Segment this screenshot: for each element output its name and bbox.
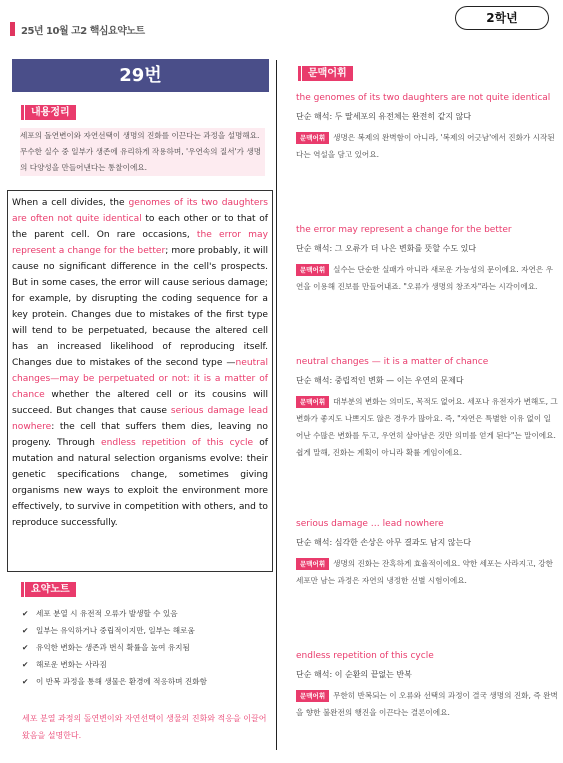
passage-text: of mutation and natural selection organisms evolve: their genetic specifications change, sometimes giving organisms new ways to exploit the environment more effectively, to survive in competition with others, and to reproduce successfully. bbox=[12, 438, 269, 528]
vocab-note-text: 무한히 반복되는 이 오류와 선택의 과정이 결국 생명의 진화, 즉 완벽을 향한 불완전의 행진을 이끈다는 결론이에요. bbox=[296, 691, 558, 717]
vocab-note-text: 생명의 진화는 잔혹하게 효율적이에요. 약한 세포는 사라지고, 강한 세포만 남는 과정은 자연의 냉정한 선별 시험이에요. bbox=[296, 559, 553, 585]
column-divider bbox=[276, 60, 277, 750]
header-accent-bar bbox=[10, 22, 15, 36]
notes-label: 요약노트 bbox=[25, 582, 76, 597]
vocab-entry bbox=[296, 516, 558, 589]
vocab-phrase: the error may represent a change for the better bbox=[296, 225, 512, 235]
note-text: 세포 분열 시 유전적 오류가 발생할 수 있음 bbox=[36, 609, 178, 618]
vocab-phrase: serious damage … lead nowhere bbox=[296, 519, 444, 529]
check-icon: ✔ bbox=[22, 660, 29, 669]
note-text: 일부는 유익하거나 중립적이지만, 일부는 해로움 bbox=[36, 626, 195, 635]
vocab-definition: 단순 해석: 중립적인 변화 — 이는 우연의 문제다 bbox=[296, 376, 464, 385]
vocab-note bbox=[296, 129, 558, 163]
vocab-definition: 단순 해석: 그 오류가 더 나은 변화를 뜻할 수도 있다 bbox=[296, 244, 477, 253]
vocab-definition: 단순 해석: 두 딸세포의 유전체는 완전히 같지 않다 bbox=[296, 112, 472, 121]
highlighted-phrase: neutral changes—may be perpetuated or not: it is a matter of chance bbox=[12, 358, 268, 400]
highlighted-phrase: the error may represent a change for the better bbox=[12, 230, 268, 256]
highlighted-phrase: serious damage lead nowhere bbox=[12, 406, 268, 432]
context-tag: 문맥어휘 bbox=[296, 558, 329, 570]
passage-text: ; more probably, it will cause no significant difference in the cell's prospects. But in some cases, the error will cause serious damage; for example, by disrupting the coding sequence for a key protein. Changes due to mistakes of the first type will tend to be perpetuated, because the altered cell has an increased likelihood of reproducing itself. Changes due to mistakes of the second type — bbox=[12, 246, 268, 368]
question-number: 29번 bbox=[12, 59, 269, 92]
check-icon: ✔ bbox=[22, 626, 29, 635]
note-text: 해로운 변화는 사라짐 bbox=[36, 660, 107, 669]
vocab-note bbox=[296, 555, 558, 589]
check-icon: ✔ bbox=[22, 677, 29, 686]
passage-text: When a cell divides, the bbox=[12, 198, 129, 208]
vocab-note-text: 생명은 복제의 완벽함이 아니라, '복제의 어긋남'에서 진화가 시작된다는 역설을 담고 있어요. bbox=[296, 133, 555, 159]
passage-text: : the cell that suffers them dies, leaving no progeny. Through bbox=[12, 422, 268, 448]
note-text: 이 반복 과정을 통해 생물은 환경에 적응하며 진화함 bbox=[36, 677, 207, 686]
vocab-entry bbox=[296, 90, 558, 163]
summary-notes bbox=[22, 605, 267, 690]
context-tag: 문맥어휘 bbox=[296, 132, 329, 144]
check-icon: ✔ bbox=[22, 643, 29, 652]
header bbox=[10, 20, 145, 38]
summary-label: 내용정리 bbox=[25, 105, 76, 120]
header-title: 25년 10월 고2 핵심요약노트 bbox=[21, 25, 145, 37]
vocab-entry bbox=[296, 648, 558, 721]
highlighted-phrase: genomes of its two daughters are often not quite identical bbox=[12, 198, 268, 224]
context-tag: 문맥어휘 bbox=[296, 264, 329, 276]
summary-text: 세포의 돌연변이와 자연선택이 생명의 진화를 이끈다는 과정을 설명해요. 무수한 실수 중 일부가 생존에 유리하게 작용하며, '우연속의 질서'가 생명의 다양성을 만들어낸다는 통찰이에요. bbox=[20, 128, 265, 176]
context-tag: 문맥어휘 bbox=[296, 396, 329, 408]
vocab-definition: 단순 해석: 이 순환의 끝없는 반복 bbox=[296, 670, 412, 679]
highlighted-phrase: endless repetition of this cycle bbox=[100, 438, 254, 448]
passage-text: to each other or to that of the parent cell. On rare occasions, bbox=[12, 214, 269, 240]
vocab-entry bbox=[296, 222, 558, 295]
vocab-phrase: the genomes of its two daughters are not quite identical bbox=[296, 93, 551, 103]
note-text: 유익한 변화는 생존과 번식 확률을 높여 유지됨 bbox=[36, 643, 190, 652]
passage-box bbox=[7, 190, 273, 572]
vocab-note-text: 실수는 단순한 실패가 아니라 새로운 가능성의 문이에요. 자연은 우연을 이용해 진보를 만들어내죠. "오류가 생명의 창조자"라는 시각이에요. bbox=[296, 265, 553, 291]
grade-badge: 2학년 bbox=[455, 6, 549, 30]
note-item bbox=[22, 605, 267, 622]
vocab-label: 문맥어휘 bbox=[302, 66, 353, 81]
note-item bbox=[22, 673, 267, 690]
check-icon: ✔ bbox=[22, 609, 29, 618]
vocab-note-text: 대부분의 변화는 의미도, 목적도 없어요. 세포나 유전자가 변해도, 그 변화가 좋지도 나쁘지도 않은 경우가 많아요. 즉, "자연은 특별한 이유 없이 일어난 수많은 변화를 두고, 우연히 살아남은 것만 의미를 얻게 된다"는 말이에요. 쉽게 말해, 진화는 계획이 아니라 확률 게임이에요. bbox=[296, 397, 558, 457]
note-item bbox=[22, 656, 267, 673]
context-tag: 문맥어휘 bbox=[296, 690, 329, 702]
vocab-phrase: endless repetition of this cycle bbox=[296, 651, 434, 661]
vocab-note bbox=[296, 687, 558, 721]
vocab-entry bbox=[296, 354, 558, 461]
vocab-definition: 단순 해석: 심각한 손상은 아무 결과도 남지 않는다 bbox=[296, 538, 472, 547]
passage-text: whether the altered cell or its cousins will succeed. But changes that cause bbox=[12, 390, 268, 416]
vocab-note bbox=[296, 261, 558, 295]
vocab-phrase: neutral changes — it is a matter of chance bbox=[296, 357, 489, 367]
vocab-note bbox=[296, 393, 558, 461]
closing-statement: 세포 분열 과정의 돌연변이와 자연선택이 생물의 진화와 적응을 이끌어 왔음을 설명한다. bbox=[22, 714, 267, 740]
note-item bbox=[22, 622, 267, 639]
note-item bbox=[22, 639, 267, 656]
